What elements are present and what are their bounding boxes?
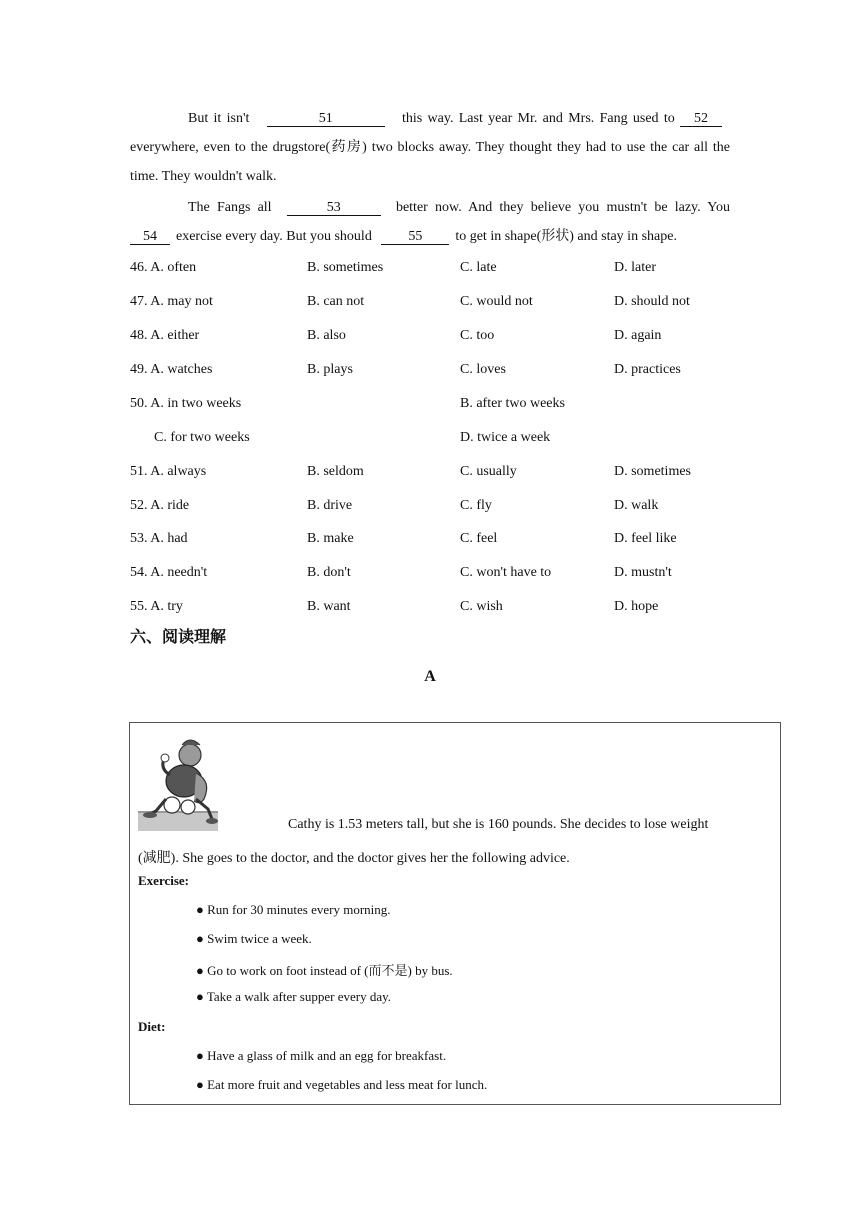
option-a[interactable]: 52. A. ride — [130, 498, 190, 513]
option-b[interactable]: B. also — [307, 328, 346, 343]
option-c[interactable]: C. would not — [460, 294, 533, 309]
option-c[interactable]: C. late — [460, 260, 497, 275]
blank-53: 53 — [287, 200, 381, 216]
option-b[interactable]: B. don't — [307, 565, 351, 580]
exercise-item: ● Run for 30 minutes every morning. — [196, 902, 391, 917]
section-title: 六、阅读理解 — [130, 627, 227, 646]
option-d[interactable]: D. mustn't — [614, 565, 672, 580]
option-d[interactable]: D. later — [614, 260, 656, 275]
exercise-heading: Exercise: — [138, 873, 190, 888]
question-48 — [130, 328, 770, 348]
diet-heading: Diet: — [138, 1019, 166, 1034]
passage-text: everywhere, even to the drugstore(药房) two blocks away. They thought they had to use the car all the time. They wouldn't walk. — [130, 140, 730, 184]
option-b[interactable]: B. after two weeks — [460, 396, 565, 411]
option-c[interactable]: C. too — [460, 328, 495, 343]
question-46 — [130, 260, 770, 280]
passage-paragraph-1 — [130, 104, 730, 191]
option-b[interactable]: B. want — [307, 599, 351, 614]
exercise-item: ● Swim twice a week. — [196, 931, 312, 946]
intro-line-2: (减肥). She goes to the doctor, and the doctor gives her the following advice. — [138, 851, 570, 866]
question-50-line-1 — [130, 396, 770, 416]
blank-54: 54 — [130, 229, 170, 245]
exercising-woman-illustration — [138, 733, 218, 831]
option-a[interactable]: 50. A. in two weeks — [130, 396, 242, 411]
option-c[interactable]: C. won't have to — [460, 565, 552, 580]
passage-text: this way. Last year Mr. and Mrs. Fang used to — [402, 111, 675, 126]
question-51 — [130, 464, 770, 484]
option-a[interactable]: 55. A. try — [130, 599, 183, 614]
option-b[interactable]: B. plays — [307, 362, 353, 377]
option-b[interactable]: B. drive — [307, 498, 353, 513]
option-c[interactable]: C. fly — [460, 498, 492, 513]
option-d[interactable]: D. twice a week — [460, 430, 551, 445]
option-d[interactable]: D. hope — [614, 599, 659, 614]
passage-text: But it isn't — [188, 111, 250, 126]
option-d[interactable]: D. again — [614, 328, 662, 343]
intro-line-1: Cathy is 1.53 meters tall, but she is 160 pounds. She decides to lose weight — [288, 817, 709, 832]
option-b[interactable]: B. make — [307, 531, 354, 546]
passage-text: exercise every day. But you should — [176, 229, 372, 244]
option-a[interactable]: 48. A. either — [130, 328, 200, 343]
option-d[interactable]: D. walk — [614, 498, 659, 513]
option-d[interactable]: D. should not — [614, 294, 690, 309]
blank-51: 51 — [267, 111, 385, 127]
blank-55: 55 — [381, 229, 449, 245]
exercise-item: ● Go to work on foot instead of (而不是) by bus. — [196, 963, 453, 978]
option-b[interactable]: B. seldom — [307, 464, 364, 479]
option-c[interactable]: C. wish — [460, 599, 503, 614]
option-d[interactable]: D. practices — [614, 362, 681, 377]
option-b[interactable]: B. sometimes — [307, 260, 384, 275]
diet-item: ● Have a glass of milk and an egg for breakfast. — [196, 1048, 447, 1063]
diet-item: ● Eat more fruit and vegetables and less meat for lunch. — [196, 1077, 488, 1092]
passage-text: better now. And they believe you mustn't be lazy. You — [395, 200, 730, 215]
option-c[interactable]: C. for two weeks — [154, 430, 250, 445]
question-55 — [130, 599, 770, 619]
option-a[interactable]: 54. A. needn't — [130, 565, 208, 580]
option-a[interactable]: 51. A. always — [130, 464, 207, 479]
option-a[interactable]: 47. A. may not — [130, 294, 213, 309]
option-d[interactable]: D. sometimes — [614, 464, 691, 479]
option-d[interactable]: D. feel like — [614, 531, 677, 546]
option-a[interactable]: 49. A. watches — [130, 362, 213, 377]
question-49 — [130, 362, 770, 382]
option-c[interactable]: C. loves — [460, 362, 506, 377]
passage-paragraph-2 — [130, 193, 730, 251]
question-53 — [130, 531, 770, 551]
option-a[interactable]: 46. A. often — [130, 260, 197, 275]
exercise-item: ● Take a walk after supper every day. — [196, 989, 391, 1004]
blank-52: 52 — [680, 111, 722, 127]
option-c[interactable]: C. feel — [460, 531, 498, 546]
question-52 — [130, 498, 770, 518]
option-c[interactable]: C. usually — [460, 464, 517, 479]
passage-title: A — [424, 668, 436, 685]
passage-text: The Fangs all — [188, 200, 272, 215]
option-b[interactable]: B. can not — [307, 294, 365, 309]
question-54 — [130, 565, 770, 585]
passage-box — [129, 722, 781, 1105]
question-47 — [130, 294, 770, 314]
option-a[interactable]: 53. A. had — [130, 531, 188, 546]
question-50-line-2 — [130, 430, 770, 450]
passage-text: to get in shape(形状) and stay in shape. — [455, 229, 677, 244]
